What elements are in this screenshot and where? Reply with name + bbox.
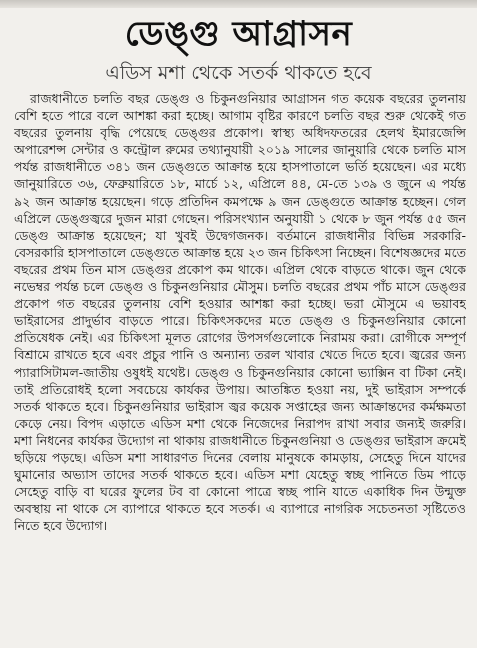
article-headline: ডেঙ্গু আগ্রাসন: [124, 14, 353, 54]
article-paragraph: রাজধানীতে চলতি বছর ডেঙ্গু ও চিকুনগুনিয়ার আগ্রাসন গত কয়েক বছরের তুলনায় বেশি হতে পারে বলে আশঙ্কা করা হচ্ছে। আগাম বৃষ্টির কারণে চলতি বছর শুরু থেকেই গত বছরের তুলনায় বৃদ্ধি পেয়েছে ডেঙ্গুর প্রকোপ। স্বাস্থ্য অধিদফতরের হেলথ ইমারজেন্সি অপারেশন্স সেন্টার ও কন্ট্রোল রুমের তথ্যানুযায়ী ২০১৯ সালের জানুয়ারি থেকে চলতি মাস পর্যন্ত রাজধানীতে ৩৪১ জন ডেঙ্গুতে আক্রান্ত হয়ে হাসপাতালে ভর্তি হয়েছেন। এর মধ্যে জানুয়ারিতে ৩৬, ফেব্রুয়ারিতে ১৮, মার্চে ১২, এপ্রিলে ৪৪, মে-তে ১৩৯ ও জুনে এ পর্যন্ত ৯২ জন আক্রান্ত হয়েছেন। গড়ে প্রতিদিন কমপক্ষে ৯ জন ডেঙ্গুতে আক্রান্ত হচ্ছেন। গেল এপ্রিলে ডেঙ্গুজ্বরে দুজন মারা গেছেন। পরিসংখ্যান অনুযায়ী ১ থেকে ৮ জুন পর্যন্ত ৫৫ জন ডেঙ্গু আক্রান্ত হয়েছেন; যা খুবই উদ্বেগজনক। বর্তমানে রাজধানীর বিভিন্ন সরকারি-বেসরকারি হাসপাতালে ডেঙ্গুতে আক্রান্ত হয়ে ২৩ জন চিকিৎসা নিচ্ছেন। বিশেষজ্ঞদের মতে বছরের প্রথম তিন মাস ডেঙ্গুর প্রকোপ কম থাকে। এপ্রিল থেকে বাড়তে থাকে। জুন থেকে নভেম্বর পর্যন্ত চলে ডেঙ্গু ও চিকুনগুনিয়ার মৌসুম। চলতি বছরের প্রথম পাঁচ মাসে ডেঙ্গুর প্রকোপ গত বছরের তুলনায় বেশি হওয়ার আশঙ্কা করা হচ্ছে। ভরা মৌসুমে এ ভয়াবহ ভাইরাসের প্রাদুর্ভাব বাড়তে পারে। চিকিৎসকদের মতে ডেঙ্গু ও চিকুনগুনিয়ার কোনো প্রতিষেধক নেই। এর চিকিৎসা মূলত রোগের উপসর্গগুলোকে নিরাময় করা। রোগীকে সম্পূর্ণ বিশ্রামে রাখতে হবে এবং প্রচুর পানি ও অন্যান্য তরল খাবার খেতে দিতে হবে। জ্বরের জন্য প্যারাসিটামল-জাতীয় ওষুধই যথেষ্ট। ডেঙ্গু ও চিকুনগুনিয়ার কোনো ভ্যাক্সিন বা টিকা নেই। তাই প্রতিরোধই হলো সবচেয়ে কার্যকর উপায়। আতঙ্কিত হওয়া নয়, দুই ভাইরাস সম্পর্কে সতর্ক থাকতে হবে। চিকুনগুনিয়ার ভাইরাস জ্বর কয়েক সপ্তাহের জন্য আক্রান্তদের কর্মক্ষমতা কেড়ে নেয়। বিপদ এড়াতে এডিস মশা থেকে নিজেদের নিরাপদ রাখা সবার জন্যই জরুরি। মশা নিধনের কার্যকর উদ্যোগ না থাকায় রাজধানীতে চিকুনগুনিয়া ও ডেঙ্গুর ভাইরাস ক্রমেই ছড়িয়ে পড়ছে। এডিস মশা সাধারণত দিনের বেলায় মানুষকে কামড়ায়, সেহেতু দিনে যাদের ঘুমানোর অভ্যাস তাদের সতর্ক থাকতে হবে। এডিস মশা যেহেতু স্বচ্ছ পানিতে ডিম পাড়ে সেহেতু বাড়ি বা ঘরের ফুলের টব বা কোনো পাত্রে স্বচ্ছ পানি যাতে একাধিক দিন উন্মুক্ত অবস্থায় না থাকে সে ব্যাপারে থাকতে হবে সতর্ক। এ ব্যাপারে নাগরিক সচেতনতা সৃষ্টিতেও নিতে হবে উদ্যোগ।: [14, 91, 466, 534]
article-subheadline: এডিস মশা থেকে সতর্ক থাকতে হবে: [105, 62, 372, 84]
article-body: [14, 90, 466, 642]
top-rule: [0, 0, 477, 8]
